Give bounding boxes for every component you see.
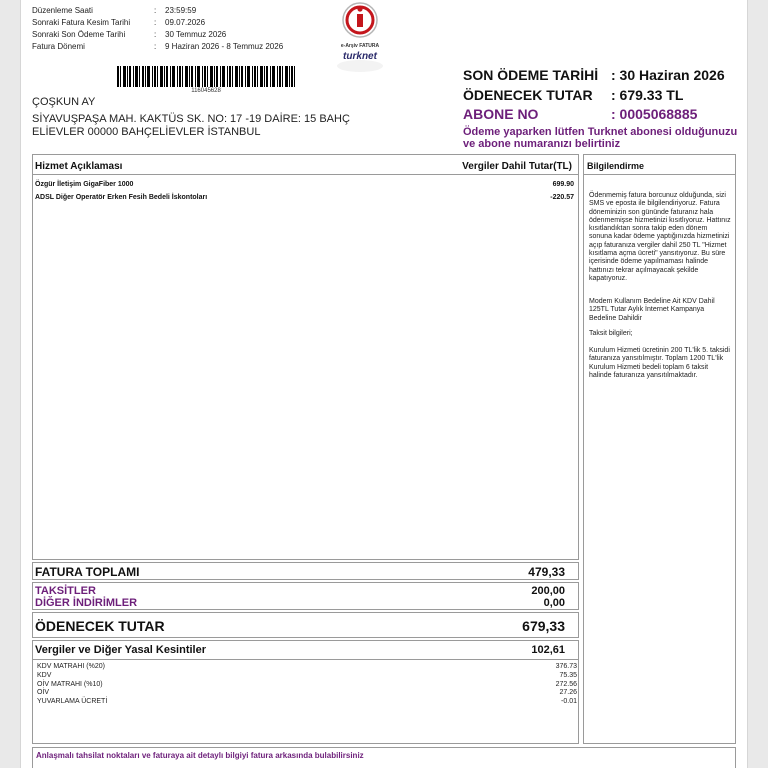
tax-value: 27.26 [559,689,577,696]
tax-label: KDV [37,672,52,679]
services-header [33,155,578,175]
earsiv-emblem-icon [329,0,391,78]
meta-label: Sonraki Fatura Kesim Tarihi [32,18,131,27]
meta-value: 30 Temmuz 2026 [165,30,227,39]
invoice-total-row [32,562,579,580]
info-paragraph: Modem Kullanım Bedeline Ait KDV Dahil 125TL Tutar Aylık İnternet Kampanya Bedeline Dahildir [589,298,715,322]
taxes-box [32,640,579,744]
tax-label: KDV MATRAHI (%20) [37,663,105,670]
service-amount: -220.57 [550,194,574,201]
invoice-page [20,0,748,768]
customer-name: ÇOŞKUN AY [32,96,96,108]
meta-label: Düzenleme Saati [32,6,93,15]
meta-sep: : [154,30,157,39]
invoice-total-label: FATURA TOPLAMI [35,565,140,579]
service-description: ADSL Diğer Operatör Erken Fesih Bedeli İskontoları [35,194,208,201]
taxes-value: 102,61 [531,644,565,656]
amount-due-label: ÖDENECEK TUTAR [463,87,593,103]
meta-sep: : [154,6,157,15]
tax-label: OİV [37,689,50,696]
installments-row [32,582,579,610]
tax-value: 75.35 [559,672,577,679]
tax-label: OİV MATRAHI (%10) [37,681,103,688]
meta-sep: : [154,18,157,27]
due-date-value: : 30 Haziran 2026 [611,67,725,83]
info-paragraph: Ödenmemiş fatura borcunuz olduğunda, sizi SMS ve eposta ile bilgilendiriyoruz. Fatura döneminizin son gününde faturanız hala ödenmemişse hizmetinizi kısıtlıyoruz. Hattınız kısıtlandıktan sonra takip eden dönem sonuna kadar ödeme yaptığınızda hizmetinizi açıp faturanıza vergiler dahil 250 TL "Hizmet kısıtlama açma ücreti" yansıtıyoruz. Bu süre içerisinde ödeme yapılmaması halinde hattınızı tekrar açılmayacak şekilde kapatıyoruz. [589,192,731,282]
taxes-header [33,641,578,660]
payment-notice: Ödeme yaparken lütfen Turknet abonesi olduğunuzu ve abone numaranızı belirtiniz [463,126,738,150]
payable-label: ÖDENECEK TUTAR [35,618,165,634]
barcode-icon [117,66,295,87]
tax-value: -0.01 [561,698,577,705]
meta-label: Fatura Dönemi [32,42,85,51]
meta-sep: : [154,42,157,51]
service-amount: 699.90 [552,181,574,188]
meta-value: 9 Haziran 2026 - 8 Temmuz 2026 [165,42,284,51]
info-title: Bilgilendirme [584,155,735,175]
col-amount: Vergiler Dahil Tutar(TL) [462,161,572,172]
installments-value: 200,00 [531,585,565,597]
invoice-total-value: 479,33 [528,565,565,579]
earsiv-label: e-Arşiv FATURA [340,43,380,49]
tax-label: YUVARLAMA ÜCRETİ [37,698,108,705]
footer-note: Anlaşmalı tahsilat noktaları ve faturaya ait detaylı bilgiyi fatura arkasında bulabilirsiniz [36,751,364,760]
amount-due-value: : 679.33 TL [611,87,684,103]
subscriber-label: ABONE NO [463,106,539,122]
taxes-label: Vergiler ve Diğer Yasal Kesintiler [35,644,207,656]
info-panel [583,154,736,744]
discounts-label: DİĞER İNDİRİMLER [35,597,138,609]
info-paragraph: Taksit bilgileri; [589,330,633,337]
barcode-number: 116045628 [191,88,221,94]
meta-label: Sonraki Son Ödeme Tarihi [32,30,126,39]
meta-value: 09.07.2026 [165,18,206,27]
payable-row [32,612,579,638]
customer-address: SİYAVUŞPAŞA MAH. KAKTÜS SK. NO: 17 -19 DAİRE: 15 BAHÇ ELİEVLER 00000 BAHÇELİEVLER İSTANBUL [32,113,350,138]
info-paragraph: Kurulum Hizmeti ücretinin 200 TL'lik 5. taksidi faturanıza yansıtılmıştır. Toplam 1200 TL'lik Kurulum Hizmeti bedeli toplam 6 taksit halinde faturanıza yansıtılmaktadır. [589,347,730,379]
tax-value: 376.73 [555,663,577,670]
tax-value: 272.56 [555,681,577,688]
earsiv-logo [329,0,391,78]
service-description: Özgür İletişim GigaFiber 1000 [35,181,134,188]
subscriber-number: : 0005068885 [611,106,698,122]
due-date-label: SON ÖDEME TARİHİ [463,67,599,83]
installments-label: TAKSİTLER [35,585,96,597]
services-table [32,154,579,560]
meta-value: 23:59:59 [165,6,197,15]
payable-value: 679,33 [522,618,565,634]
col-description: Hizmet Açıklaması [35,161,123,172]
discounts-value: 0,00 [543,597,565,609]
turknet-logo: turknet [343,51,377,62]
